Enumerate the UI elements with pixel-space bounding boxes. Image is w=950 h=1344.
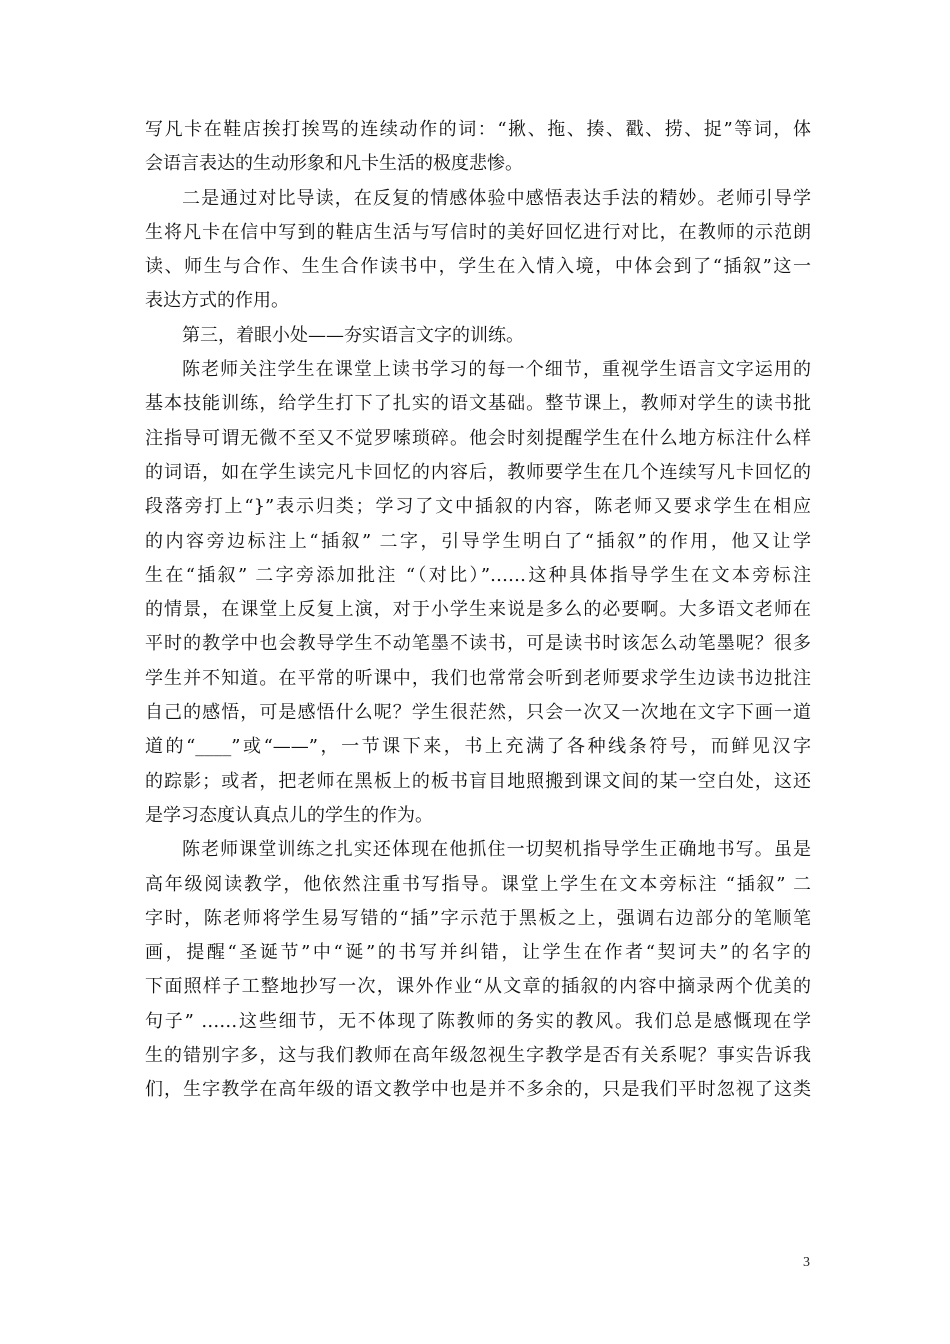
text-line: 表达方式的作用。 bbox=[145, 290, 289, 312]
text-line: 陈老师课堂训练之扎实还体现在他抓住一切契机指导学生正确地书写。虽是 bbox=[182, 839, 811, 861]
body-text bbox=[145, 113, 811, 1108]
page-number: 3 bbox=[803, 1255, 810, 1270]
text-line: 基本技能训练，给学生打下了扎实的语文基础。整节课上，教师对学生的读书批 bbox=[145, 393, 811, 415]
text-line: 的内容旁边标注上“插叙” 二字，引导学生明白了“插叙”的作用，他又让学 bbox=[145, 530, 811, 552]
text-line: 会语言表达的生动形象和凡卡生活的极度悲惨。 bbox=[145, 153, 523, 175]
text-line: 的情景，在课堂上反复上演，对于小学生来说是多么的必要啊。大多语文老师在 bbox=[145, 599, 811, 621]
text-line: 生将凡卡在信中写到的鞋店生活与写信时的美好回忆进行对比，在教师的示范朗 bbox=[145, 221, 811, 243]
text-line: 注指导可谓无微不至又不觉罗嗦琐碎。他会时刻提醒学生在什么地方标注什么样 bbox=[145, 427, 811, 449]
text-line: 是学习态度认真点儿的学生的作为。 bbox=[145, 804, 433, 826]
text-line: 道的“____”或“——”，一节课下来，书上充满了各种线条符号，而鲜见汉字 bbox=[145, 736, 811, 758]
text-line: 画，提醒“圣诞节”中“诞”的书写并纠错，让学生在作者“契诃夫”的名字的 bbox=[145, 942, 811, 964]
text-line: 下面照样子工整地抄写一次，课外作业“从文章的插叙的内容中摘录两个优美的 bbox=[145, 976, 811, 998]
text-line: 生在“插叙” 二字旁添加批注 “（对比）”……这种具体指导学生在文本旁标注 bbox=[145, 564, 811, 586]
text-line: 字时，陈老师将学生易写错的“插”字示范于黑板之上，强调右边部分的笔顺笔 bbox=[145, 907, 811, 929]
text-line: 高年级阅读教学，他依然注重书写指导。课堂上学生在文本旁标注 “插叙” 二 bbox=[145, 873, 811, 895]
text-line: 二是通过对比导读，在反复的情感体验中感悟表达手法的精妙。老师引导学 bbox=[182, 187, 811, 209]
text-line: 第三，着眼小处——夯实语言文字的训练。 bbox=[182, 324, 524, 346]
text-line: 陈老师关注学生在课堂上读书学习的每一个细节，重视学生语言文字运用的 bbox=[182, 359, 811, 381]
text-line: 的词语，如在学生读完凡卡回忆的内容后，教师要学生在几个连续写凡卡回忆的 bbox=[145, 461, 811, 483]
text-line: 段落旁打上“}”表示归类；学习了文中插叙的内容，陈老师又要求学生在相应 bbox=[145, 496, 811, 518]
text-line: 读、师生与合作、生生合作读书中，学生在入情入境，中体会到了“插叙”这一 bbox=[145, 256, 811, 278]
text-line: 自己的感悟，可是感悟什么呢？学生很茫然，只会一次又一次地在文字下画一道 bbox=[145, 702, 811, 724]
text-line: 写凡卡在鞋店挨打挨骂的连续动作的词：“揪、拖、揍、戳、捞、捉”等词，体 bbox=[145, 119, 811, 140]
text-line: 的踪影；或者，把老师在黑板上的板书盲目地照搬到课文间的某一空白处，这还 bbox=[145, 770, 811, 792]
text-line: 们，生字教学在高年级的语文教学中也是并不多余的，只是我们平时忽视了这类 bbox=[145, 1079, 811, 1101]
text-line: 句子” ……这些细节，无不体现了陈教师的务实的教风。我们总是感慨现在学 bbox=[145, 1010, 811, 1032]
text-line: 生的错别字多，这与我们教师在高年级忽视生字教学是否有关系呢？事实告诉我 bbox=[145, 1045, 811, 1067]
text-line: 平时的教学中也会教导学生不动笔墨不读书，可是读书时该怎么动笔墨呢？很多 bbox=[145, 633, 811, 655]
text-line: 学生并不知道。在平常的听课中，我们也常常会听到老师要求学生边读书边批注 bbox=[145, 667, 811, 689]
